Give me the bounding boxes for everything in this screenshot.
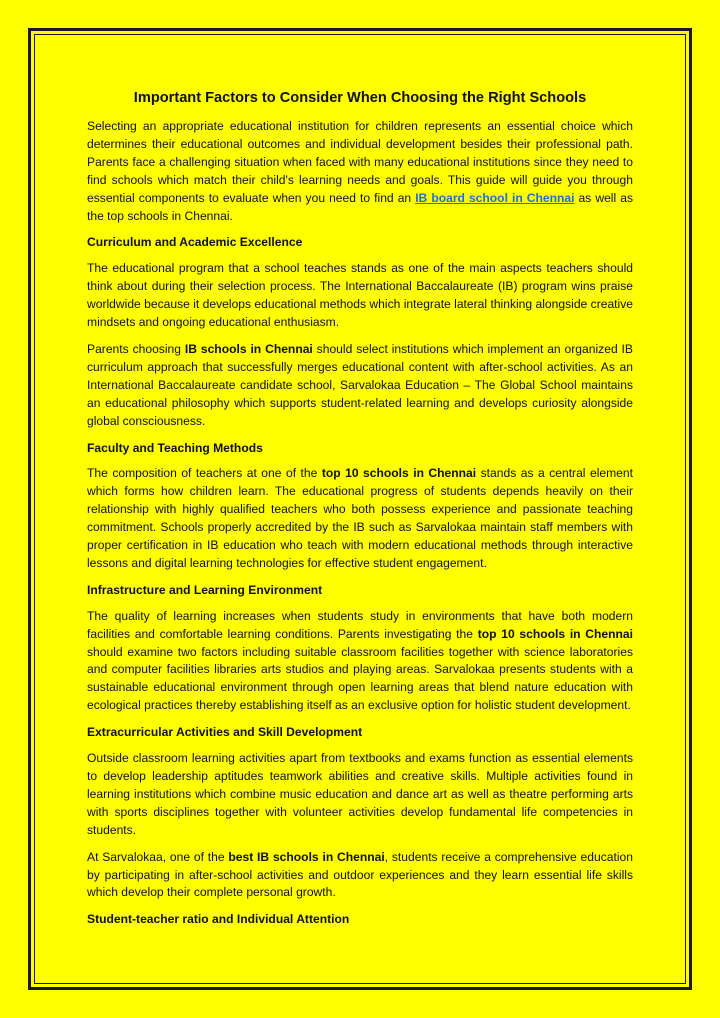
section-heading-faculty: Faculty and Teaching Methods <box>87 440 263 455</box>
faculty-p1-before: The composition of teachers at one of the <box>87 466 322 481</box>
intro-text-after-link: as well as the top schools in Chennai. <box>87 190 633 223</box>
document-title: Important Factors to Consider When Choosing the Right Schools <box>133 90 587 106</box>
infrastructure-paragraph-1 <box>87 608 633 715</box>
faculty-p1-after: stands as a central element which forms how children learn. The educational progress of students depends heavily on their relationship with highly qualified teachers who both possess experience and passionate teaching commitment. Schools properly accredited by the IB such as Sarvalokaa maintain staff members with proper certification in IB education who teach with modern educational methods through interactive lessons and digital learning technologies for effective student engagement. <box>87 466 633 570</box>
intro-text-before-link: Selecting an appropriate educational institution for children represents an essential choice which determines their educational outcomes and individual development besides their professional path. Parents face a challenging situation when faced with many educational institutions since they need to find schools which match their child's learning needs and goals. This guide will guide you through essential components to evaluate when you need to find an <box>87 119 633 205</box>
faculty-p1-bold: top 10 schools in Chennai <box>321 466 477 481</box>
curriculum-p2-before: Parents choosing <box>87 341 185 356</box>
infrastructure-p1-after: should examine two factors including suitable classroom facilities together with science laboratories and computer facilities libraries arts studios and playing areas. Sarvalokaa presents students with a sustainable educational environment through open learning areas that blend nature education with ecological practices thereby establishing itself as an exclusive option for holistic student development. <box>87 644 633 713</box>
faculty-paragraph-1 <box>87 465 633 572</box>
section-heading-student-teacher-ratio: Student-teacher ratio and Individual Attention <box>87 912 350 927</box>
section-heading-extracurricular: Extracurricular Activities and Skill Development <box>87 725 363 740</box>
extracurricular-p2-bold: best IB schools in Chennai <box>228 849 385 864</box>
extracurricular-paragraph-1: Outside classroom learning activities apart from textbooks and exams function as essential elements to develop leadership aptitudes teamwork abilities and creative skills. Multiple activities found in learning institutions which combine music education and dance art as well as theatre performing arts with sports disciplines together with volunteer activities develop fundamental life competencies in students. <box>87 751 633 837</box>
extracurricular-paragraph-2 <box>87 849 633 903</box>
section-heading-curriculum: Curriculum and Academic Excellence <box>87 235 303 250</box>
intro-paragraph <box>87 118 633 225</box>
curriculum-paragraph-1: The educational program that a school teaches stands as one of the main aspects teachers should think about during their selection process. The International Baccalaureate (IB) program wins praise worldwide because it develops educational methods which integrate lateral thinking alongside creative mindsets and ongoing educational enthusiasm. <box>87 261 633 330</box>
section-heading-infrastructure: Infrastructure and Learning Environment <box>87 582 323 597</box>
extracurricular-p2-after: , students receive a comprehensive education by participating in after-school activities and outdoor experiences and they learn essential life skills which develop their complete personal growth. <box>87 849 633 900</box>
ib-board-school-link[interactable]: IB board school in Chennai <box>415 190 575 205</box>
document-content <box>87 88 633 937</box>
curriculum-p2-after: should select institutions which implement an organized IB curriculum approach that successfully merges educational content with after-school activities. As an International Baccalaureate candidate school, Sarvalokaa Education – The Global School maintains an educational philosophy which supports student-related learning and develops curiosity alongside global consciousness. <box>87 341 633 428</box>
infrastructure-p1-before: The quality of learning increases when students study in environments that have both modern facilities and comfortable learning conditions. Parents investigating the <box>87 608 633 641</box>
curriculum-p2-bold: IB schools in Chennai <box>184 341 313 356</box>
infrastructure-p1-bold: top 10 schools in Chennai <box>477 626 633 641</box>
extracurricular-p2-before: At Sarvalokaa, one of the <box>87 849 229 864</box>
curriculum-paragraph-2 <box>87 341 633 431</box>
